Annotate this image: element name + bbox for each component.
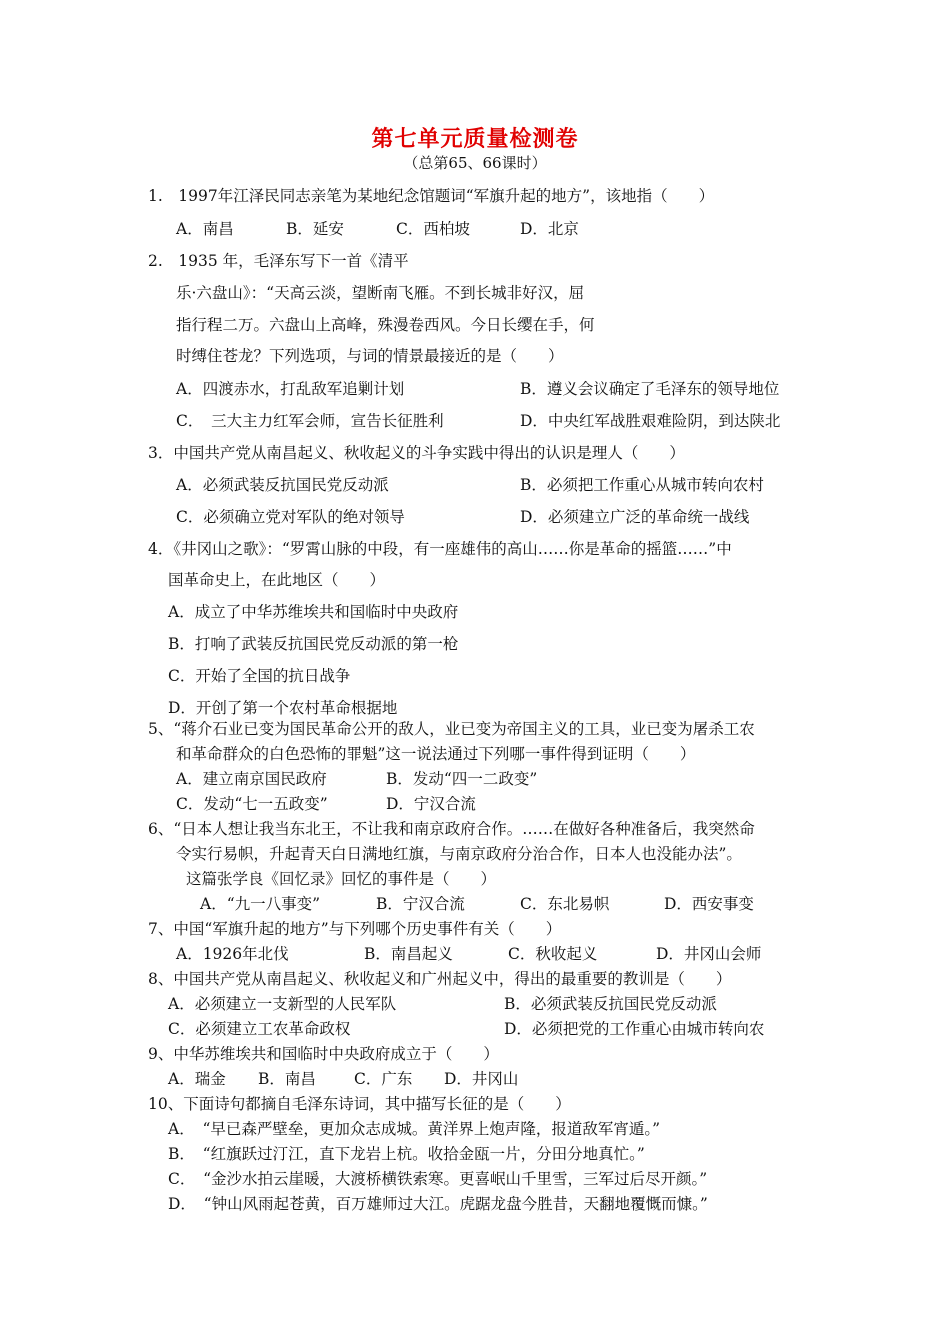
question-6-option-b: B．宁汉合流 bbox=[376, 895, 465, 913]
question-4-line-1: 4．《井冈山之歌》：“罗霄山脉的中段，有一座雄伟的高山……你是革命的摇篮……”中 bbox=[148, 540, 732, 558]
question-8-option-d: D．必须把党的工作重心由城市转向农 bbox=[504, 1020, 765, 1038]
question-10-option-a: A． “早已森严壁垒，更加众志成城。黄洋界上炮声隆，报道敌军宵遁。” bbox=[168, 1120, 661, 1138]
question-9-option-d: D．井冈山 bbox=[444, 1070, 519, 1088]
question-4-line-2: 国革命史上，在此地区（ ） bbox=[168, 571, 386, 589]
question-6-line-1: 6、“日本人想让我当东北王，不让我和南京政府合作。……在做好各种准备后，我突然命 bbox=[148, 820, 755, 838]
page-subtitle: （总第65、66课时） bbox=[403, 154, 547, 172]
question-7-option-b: B．南昌起义 bbox=[364, 945, 453, 963]
question-10-option-c: C． “金沙水拍云崖暖，大渡桥横铁索寒。更喜岷山千里雪，三军过后尽开颜。” bbox=[168, 1170, 708, 1188]
question-4-option-b: B．打响了武装反抗国民党反动派的第一枪 bbox=[168, 635, 459, 653]
question-4-option-c: C．开始了全国的抗日战争 bbox=[168, 667, 351, 685]
question-5-option-b: B．发动“四一二政变” bbox=[386, 770, 538, 788]
question-1-option-b: B．延安 bbox=[286, 220, 344, 238]
question-10-option-d: D． “钟山风雨起苍黄，百万雄师过大江。虎踞龙盘今胜昔，天翻地覆慨而慷。” bbox=[168, 1195, 708, 1213]
question-7-option-a: A．1926年北伐 bbox=[176, 945, 289, 963]
question-2-line-3: 指行程二万。六盘山上高峰，殊漫卷西风。今日长缨在手，何 bbox=[176, 316, 595, 334]
question-2-line-4: 时缚住苍龙？下列选项，与词的情景最接近的是（ ） bbox=[176, 347, 564, 365]
question-1-option-c: C．西柏坡 bbox=[396, 220, 470, 238]
question-9-stem: 9、中华苏维埃共和国临时中央政府成立于（ ） bbox=[148, 1045, 499, 1063]
question-4-option-d: D．开创了第一个农村革命根据地 bbox=[168, 699, 398, 717]
question-2-option-d: D．中央红军战胜艰难险阴，到达陕北 bbox=[520, 412, 781, 430]
page-title: 第七单元质量检测卷 bbox=[371, 126, 579, 152]
question-5-option-d: D．宁汉合流 bbox=[386, 795, 476, 813]
question-3-stem: 3．中国共产党从南昌起义、秋收起义的斗争实践中得出的认识是理人（ ） bbox=[148, 444, 685, 462]
question-7-option-d: D．井冈山会师 bbox=[656, 945, 762, 963]
question-6-line-3: 这篇张学良《回忆录》回忆的事件是（ ） bbox=[186, 870, 497, 888]
question-8-stem: 8、中国共产党从南昌起义、秋收起义和广州起义中，得出的最重要的教训是（ ） bbox=[148, 970, 732, 988]
question-3-option-c: C．必须确立党对军队的绝对领导 bbox=[176, 508, 405, 526]
question-6-option-d: D．西安事变 bbox=[664, 895, 754, 913]
question-9-option-a: A．瑞金 bbox=[168, 1070, 226, 1088]
question-1-option-a: A．南昌 bbox=[176, 220, 234, 238]
question-3-option-b: B．必须把工作重心从城市转向农村 bbox=[520, 476, 764, 494]
question-1-option-d: D．北京 bbox=[520, 220, 579, 238]
question-5-line-1: 5、“蒋介石业已变为国民革命公开的敌人，业已变为帝国主义的工具，业已变为屠杀工农 bbox=[148, 720, 755, 738]
question-3-option-d: D．必须建立广泛的革命统一战线 bbox=[520, 508, 750, 526]
question-2-line-1: 2. 1935 年，毛泽东写下一首《清平 bbox=[148, 252, 409, 270]
question-2-option-a: A．四渡赤水，打乱敌军追剿计划 bbox=[176, 380, 405, 398]
question-8-option-c: C．必须建立工农革命政权 bbox=[168, 1020, 351, 1038]
question-8-option-a: A．必须建立一支新型的人民军队 bbox=[168, 995, 397, 1013]
question-1-stem: 1. 1997年江泽民同志亲笔为某地纪念馆题词“军旗升起的地方”，该地指（ ） bbox=[148, 187, 715, 205]
question-4-option-a: A．成立了中华苏维埃共和国临时中央政府 bbox=[168, 603, 459, 621]
question-5-line-2: 和革命群众的白色恐怖的罪魁”这一说法通过下列哪一事件得到证明（ ） bbox=[176, 745, 696, 763]
question-6-option-a: A．“九一八事变” bbox=[200, 895, 321, 913]
question-5-option-c: C．发动“七一五政变” bbox=[176, 795, 328, 813]
question-3-option-a: A．必须武装反抗国民党反动派 bbox=[176, 476, 389, 494]
question-6-line-2: 令实行易帜，升起青天白日满地红旗，与南京政府分治合作，日本人也没能办法”。 bbox=[176, 845, 742, 863]
question-7-option-c: C．秋收起义 bbox=[508, 945, 598, 963]
question-2-line-2: 乐·六盘山》：“天高云淡，望断南飞雁。不到长城非好汉，屈 bbox=[176, 284, 585, 302]
question-9-option-c: C．广东 bbox=[354, 1070, 413, 1088]
question-6-option-c: C．东北易帜 bbox=[520, 895, 610, 913]
question-10-option-b: B． “红旗跃过汀江，直下龙岩上杭。收拾金瓯一片，分田分地真忙。” bbox=[168, 1145, 645, 1163]
question-2-option-b: B．遵义会议确定了毛泽东的领导地位 bbox=[520, 380, 780, 398]
question-8-option-b: B．必须武装反抗国民党反动派 bbox=[504, 995, 717, 1013]
question-10-stem: 10、下面诗句都摘自毛泽东诗词，其中描写长征的是（ ） bbox=[148, 1095, 571, 1113]
question-7-stem: 7、中国“军旗升起的地方”与下列哪个历史事件有关（ ） bbox=[148, 920, 562, 938]
question-5-option-a: A．建立南京国民政府 bbox=[176, 770, 327, 788]
question-2-option-c: C． 三大主力红军会师，宣告长征胜利 bbox=[176, 412, 444, 430]
question-9-option-b: B．南昌 bbox=[258, 1070, 316, 1088]
